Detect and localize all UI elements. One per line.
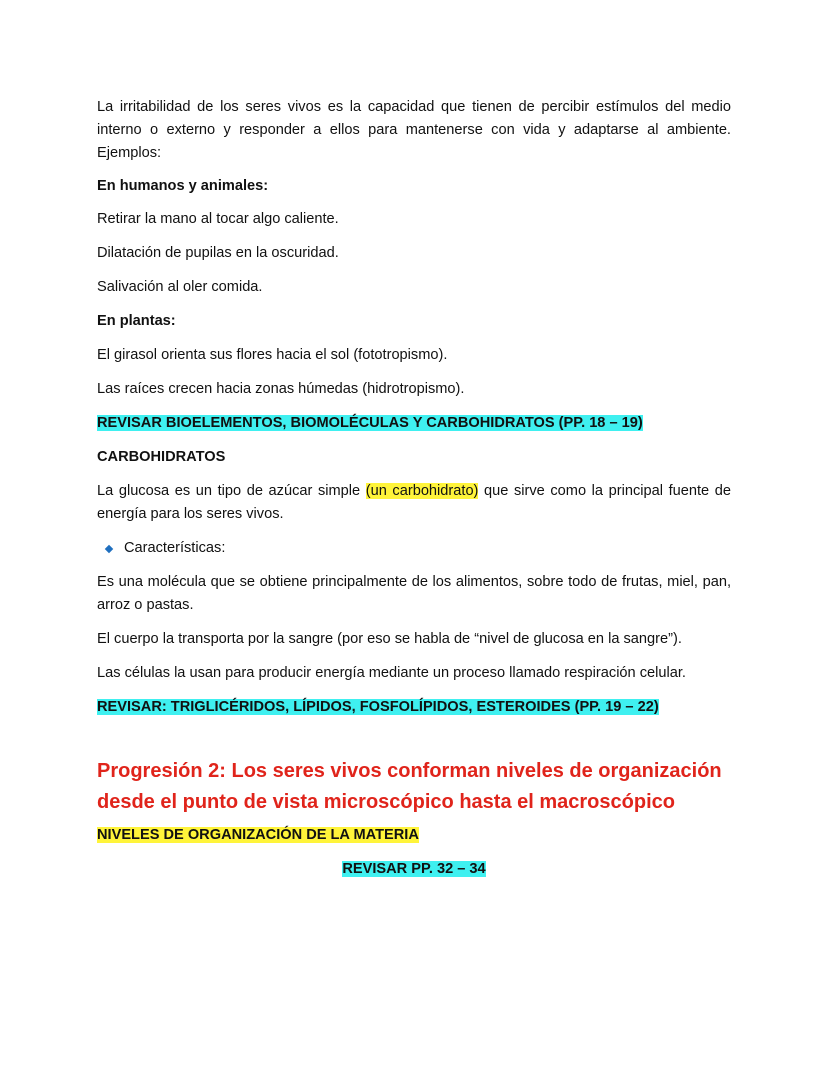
review-note — [97, 412, 731, 435]
plants-example: El girasol orienta sus flores hacia el sol (fototropismo). — [97, 347, 448, 363]
review-highlight: REVISAR BIOELEMENTOS, BIOMOLÉCULAS Y CARBOHIDRATOS (PP. 18 – 19) — [97, 415, 643, 431]
review-highlight: REVISAR PP. 32 – 34 — [342, 861, 486, 877]
levels-heading-line — [97, 824, 731, 847]
humans-example: Retirar la mano al tocar algo caliente. — [97, 211, 339, 227]
bullet-label: Características: — [124, 540, 226, 556]
plants-example: Las raíces crecen hacia zonas húmedas (hidrotropismo). — [97, 381, 465, 397]
review-note — [97, 858, 731, 881]
char-paragraph: Es una molécula que se obtiene principalmente de los alimentos, sobre todo de frutas, miel, pan, arroz o pastas. — [97, 574, 731, 613]
review-note — [97, 696, 731, 719]
carbs-heading: CARBOHIDRATOS — [97, 449, 226, 465]
humans-example: Salivación al oler comida. — [97, 279, 263, 295]
char-paragraph: Las células la usan para producir energía mediante un proceso llamado respiración celular. — [97, 665, 686, 681]
glucose-text: que sirve como la principal fuente de energía para los seres vivos. — [97, 483, 731, 522]
progression-title: Progresión 2: Los seres vivos conforman niveles de organización desde el punto de vista microscópico hasta el macroscópico — [97, 760, 722, 813]
humans-example: Dilatación de pupilas en la oscuridad. — [97, 245, 339, 261]
plants-heading: En plantas: — [97, 313, 176, 329]
glucose-paragraph — [97, 480, 731, 526]
levels-heading: NIVELES DE ORGANIZACIÓN DE LA MATERIA — [97, 827, 419, 843]
char-paragraph: El cuerpo la transporta por la sangre (por eso se habla de “nivel de glucosa en la sangre”). — [97, 631, 682, 647]
bullet-item — [97, 537, 731, 560]
humans-heading: En humanos y animales: — [97, 178, 269, 194]
intro-paragraph: La irritabilidad de los seres vivos es la capacidad que tienen de percibir estímulos del medio interno o externo y responder a ellos para mantenerse con vida y adaptarse al ambiente. Ejemplos: — [97, 99, 731, 161]
document-page — [97, 96, 731, 881]
glucose-text: La glucosa es un tipo de azúcar simple — [97, 483, 366, 499]
review-highlight: REVISAR: TRIGLICÉRIDOS, LÍPIDOS, FOSFOLÍPIDOS, ESTEROIDES (PP. 19 – 22) — [97, 699, 659, 715]
diamond-bullet-icon — [105, 544, 113, 552]
glucose-highlight: (un carbohidrato) — [365, 483, 479, 499]
